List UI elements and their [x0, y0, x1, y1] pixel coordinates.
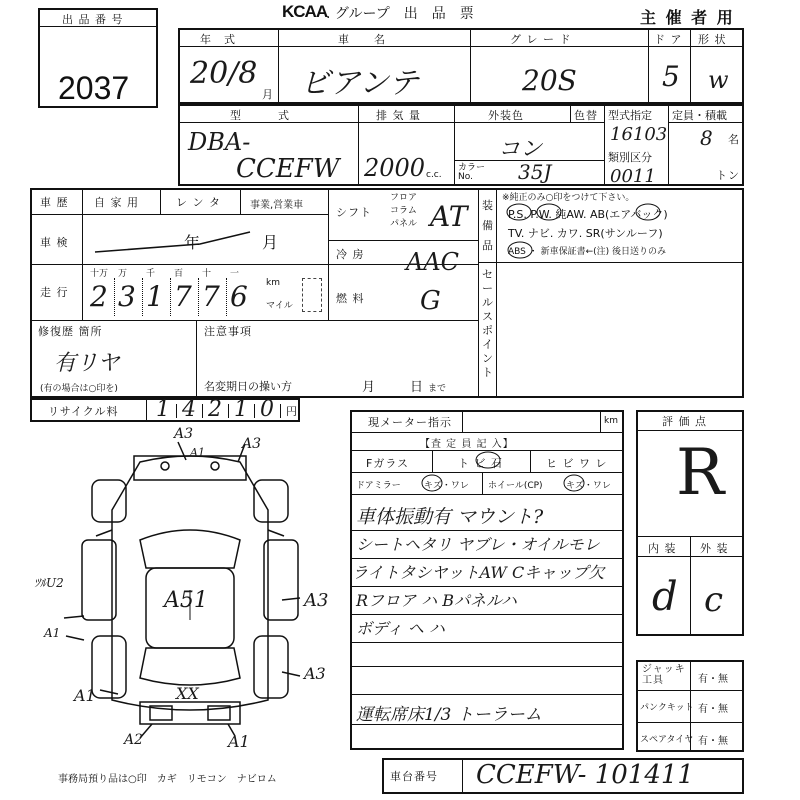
equipment-note: ※純正のみ○印をつけて下さい。 [502, 193, 635, 203]
exterior-color-label: 外装色 [488, 109, 524, 122]
shift-panel: パネル [390, 219, 418, 229]
shift-column: コラム [390, 206, 417, 216]
wheel-label: ホイール(CP) [488, 481, 543, 491]
name-change-day: 日 [410, 380, 425, 395]
organizer-label: 主 催 者 用 [640, 8, 735, 27]
year-value: 20/8 [190, 56, 258, 91]
sales-point-label: セールスポイント [482, 268, 493, 379]
recycle-fee-label: リサイクル料 [48, 405, 119, 418]
interior-grade-value: d [652, 574, 678, 620]
damage-mark-right-lower: A3 [304, 664, 326, 683]
type-designation-label: 型式指定 [608, 109, 652, 122]
shape-value: w [708, 66, 729, 94]
model-value: CCEFW [236, 154, 340, 184]
kcaa-logo: KCAA [282, 2, 328, 21]
repair-history-note: (有の場合は○印を) [40, 384, 118, 394]
capacity-value: 8 [700, 126, 713, 150]
recycle-digit: 1 [156, 397, 170, 422]
history-private: 自 家 用 [94, 196, 139, 209]
exterior-grade-value: c [704, 580, 724, 620]
damage-mark-rear: XX [176, 684, 199, 703]
mileage-digit-label: 千 [146, 269, 156, 279]
jack-yesno[interactable]: 有・無 [698, 674, 728, 685]
mileage-digit-label: 百 [174, 269, 184, 279]
jack-label: ジャッキ工具 [642, 664, 686, 686]
inspection-month: 月 [262, 233, 279, 252]
comment-line-6: 運転席床1/3 トーラーム [356, 705, 542, 725]
damage-mark-left-mid: A1 [44, 626, 61, 640]
repair-history-value: 有リヤ [54, 351, 120, 376]
chassis-number-label: 車台番号 [390, 770, 438, 783]
inspector-heading: 【査 定 員 記 入】 [420, 439, 514, 450]
doors-value: 5 [662, 60, 680, 93]
displacement-unit: c.c. [426, 170, 442, 180]
windshield-chip: ト ビ 石 [458, 457, 503, 470]
recycle-fee-unit: 円 [286, 405, 298, 418]
grade-value: 20S [522, 64, 577, 97]
comment-line-2: シートヘタリ ヤブレ・オイルモレ [356, 535, 600, 554]
form-title: . グループ 出 品 票 [326, 6, 474, 22]
mileage-km-label: km [266, 278, 280, 288]
inspection-year: 年 [184, 233, 201, 252]
meter-label: 現メーター指示 [368, 416, 452, 429]
damage-mark-top: A3 [174, 426, 194, 442]
equipment-line1: P.S. P.W. 純AW. AB(エアバック) [508, 208, 668, 221]
repair-history-label: 修復歴 箇所 [38, 325, 103, 338]
color-change-label: 色替 [574, 109, 598, 122]
damage-mark-bottom-right: A1 [228, 732, 250, 751]
grade-label: 評 価 点 [662, 415, 707, 428]
type-designation-value: 16103 [610, 124, 668, 145]
name-change-until: まで [428, 384, 447, 394]
ac-value: AAC [406, 248, 460, 276]
grade-value: R [676, 436, 725, 510]
doors-label: ド ア [654, 33, 683, 46]
comment-line-3: ライトタシヤットAW Cキャップ欠 [352, 563, 605, 582]
office-keys-note: 事務局預り品は○印 カギ リモコン ナビロム [58, 774, 277, 785]
exterior-color-value: コン [498, 137, 543, 162]
door-mirror-label: ドアミラー [356, 481, 401, 491]
mileage-mile-label: マイル [266, 301, 293, 311]
chassis-number-value: CCEFW- 101411 [476, 760, 694, 790]
name-change-month: 月 [362, 380, 377, 395]
comment-line-1: 車体振動有 マウント? [356, 506, 544, 528]
damage-mark-top-left: A1 [190, 446, 205, 459]
door-mirror-damage: キズ・ワレ [424, 481, 469, 491]
fuel-label: 燃 料 [336, 292, 365, 305]
recycle-digit: 4 [182, 397, 196, 422]
model-value-prefix: DBA- [188, 128, 251, 156]
shape-label: 形 状 [698, 33, 727, 46]
windshield-crack: ヒ ビ ワ レ [546, 457, 608, 470]
color-number-value: 35J [518, 160, 552, 184]
mileage-digit: 7 [174, 280, 192, 313]
car-name-value: ビアンテ [300, 66, 419, 101]
grade-label: グ レ ー ド [510, 33, 572, 46]
shift-value: AT [430, 200, 468, 233]
spare-tire-yesno[interactable]: 有・無 [698, 736, 728, 747]
color-number-label: カラー No. [458, 163, 486, 182]
mileage-digit: 6 [230, 280, 248, 313]
mileage-digit-label: 一 [230, 269, 240, 279]
name-change-label: 名変期日の操い方 [204, 380, 292, 393]
spare-tire-label: スペアタイヤ [640, 735, 694, 745]
lot-number: 2037 [58, 70, 130, 106]
displacement-value: 2000 [364, 154, 426, 182]
fuel-value: G [420, 286, 441, 316]
damage-mark-left-lower: A1 [74, 686, 96, 705]
capacity-label: 定員・積載 [672, 109, 727, 122]
recycle-digit: 1 [234, 397, 248, 422]
damage-mark-bottom-left: A2 [124, 732, 144, 748]
year-month-unit: 月 [262, 88, 274, 101]
class-value: 0011 [610, 166, 656, 187]
mileage-digit-label: 万 [118, 269, 128, 279]
puncture-kit-label: パンクキット [640, 703, 694, 713]
history-label: 車 歴 [40, 196, 69, 209]
ton-unit: トン [716, 169, 740, 182]
damage-mark-roof: A51 [164, 588, 208, 613]
displacement-label: 排 気 量 [376, 109, 421, 122]
equipment-line2: TV. ナビ. カワ. SR(サンルーフ) [508, 227, 663, 240]
year-label: 年 式 [200, 33, 236, 46]
meter-unit: km [604, 416, 618, 426]
windshield-label: Fガラス [366, 457, 409, 470]
damage-mark-top-right: A3 [242, 436, 262, 452]
class-label: 類別区分 [608, 151, 652, 164]
shift-label: シフト [336, 206, 372, 219]
history-business: 事業,営業車 [250, 200, 304, 211]
mileage-digit: 3 [118, 280, 136, 313]
car-name-label: 車 名 [338, 33, 386, 46]
equipment-line3: ABS ・ 新車保証書←(注) 後日送りのみ [508, 247, 667, 257]
comment-line-5: ボディ ヘ ハ [356, 619, 445, 638]
inspection-label: 車 検 [40, 236, 69, 249]
mileage-digit-label: 十 [202, 269, 212, 279]
mileage-digit-label: 十万 [90, 269, 109, 279]
shift-floor: フロア [390, 193, 418, 203]
interior-grade-label: 内 装 [648, 542, 677, 555]
damage-mark-left: ﾂﾙU2 [34, 576, 64, 590]
recycle-digit: 0 [260, 397, 274, 422]
notes-label: 注意事項 [204, 325, 252, 338]
puncture-kit-yesno[interactable]: 有・無 [698, 704, 728, 715]
exterior-grade-label: 外 装 [700, 542, 729, 555]
mileage-digit: 1 [146, 280, 164, 313]
lot-number-label: 出 品 番 号 [62, 13, 124, 26]
damage-mark-right: A3 [304, 590, 329, 611]
equipment-label: 装 備 品 [482, 199, 493, 252]
history-rental: レ ン タ [176, 196, 221, 209]
mileage-digit: 7 [202, 280, 220, 313]
mileage-digit: 2 [90, 280, 108, 313]
mileage-label: 走 行 [40, 286, 69, 299]
model-label: 型 式 [230, 109, 290, 122]
wheel-damage: キズ・ワレ [566, 481, 611, 491]
recycle-digit: 2 [208, 397, 222, 422]
comment-line-4: Rフロア ハ Bパネルハ [356, 591, 517, 610]
capacity-unit: 名 [728, 133, 740, 146]
ac-label: 冷 房 [336, 248, 365, 261]
